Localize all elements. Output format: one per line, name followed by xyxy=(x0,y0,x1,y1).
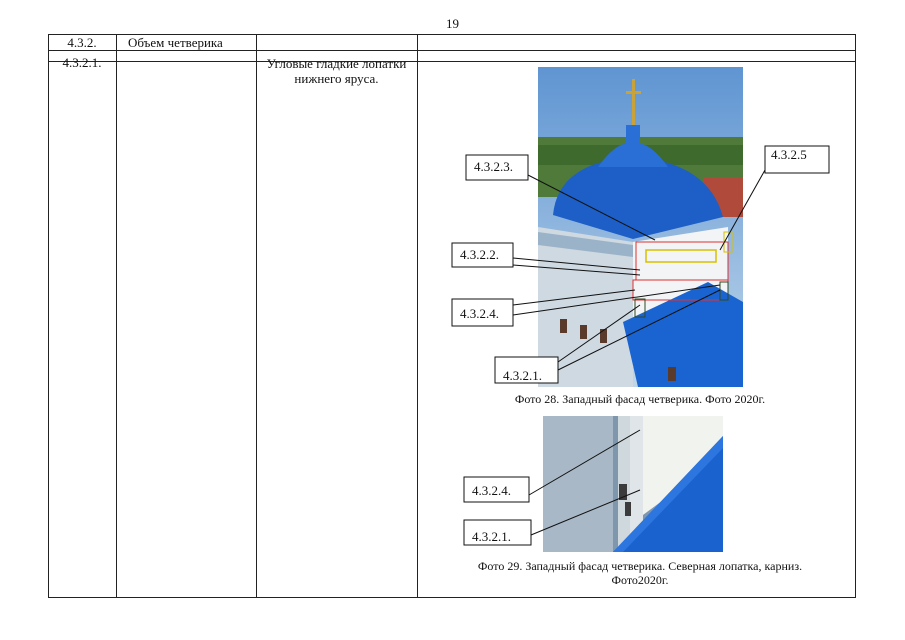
header-number: 4.3.2. xyxy=(67,35,97,50)
photo-29-caption: Фото 29. Западный фасад четверика. Северная лопатка, карниз. Фото2020г. xyxy=(477,559,803,587)
label-4-3-2-4: 4.3.2.4. xyxy=(460,306,499,321)
header-title: Объем четверика xyxy=(128,35,223,50)
label-4-3-2-5: 4.3.2.5 xyxy=(771,147,807,162)
row-number: 4.3.2.1. xyxy=(62,55,102,70)
row-description: Угловые гладкие лопатки нижнего яруса. xyxy=(266,56,407,86)
label-4-3-2-3: 4.3.2.3. xyxy=(474,159,513,174)
photo-28-caption: Фото 28. Западный фасад четверика. Фото 2020г. xyxy=(514,392,766,406)
label-29-4-3-2-4: 4.3.2.4. xyxy=(472,483,511,498)
page-number: 19 xyxy=(446,16,459,31)
label-4-3-2-2: 4.3.2.2. xyxy=(460,247,499,262)
label-4-3-2-1: 4.3.2.1. xyxy=(503,368,542,383)
label-29-4-3-2-1: 4.3.2.1. xyxy=(472,529,511,544)
